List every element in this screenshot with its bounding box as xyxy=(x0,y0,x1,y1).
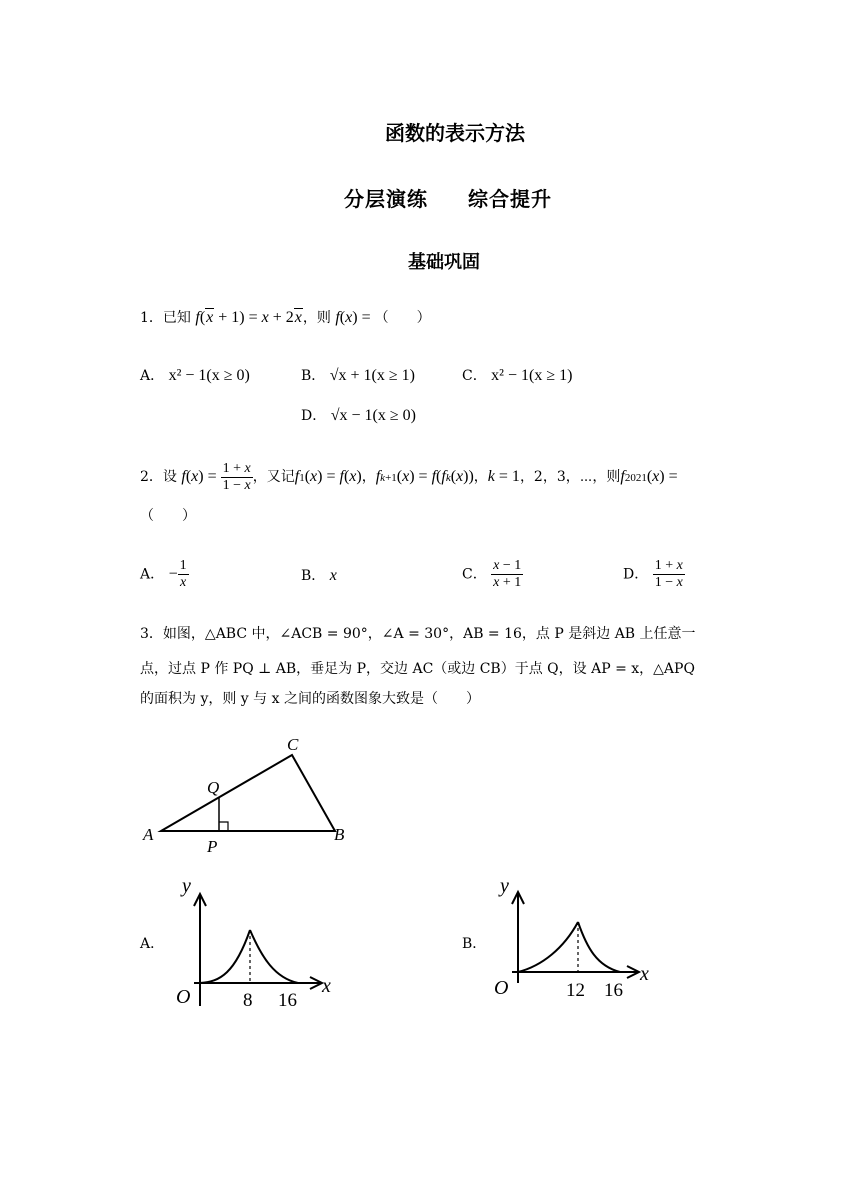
graph-b-curve-left xyxy=(518,922,578,972)
label-c: C xyxy=(287,735,299,754)
triangle-abc xyxy=(161,755,335,831)
graph-a[interactable] xyxy=(170,878,345,1013)
graph-a-label[interactable]: A． xyxy=(140,936,165,952)
label-b: B xyxy=(334,825,345,844)
graph-b[interactable] xyxy=(492,878,667,1013)
graph-a-y-label: y xyxy=(182,878,191,897)
triangle-figure xyxy=(135,730,365,855)
q1-option-b[interactable]: B． √x + 1(x ≥ 1) xyxy=(301,367,415,384)
q2-option-b[interactable]: B． x xyxy=(301,567,337,584)
section-heading: 基础巩固 xyxy=(408,252,480,273)
q1-option-d[interactable]: D． √x − 1(x ≥ 0) xyxy=(301,407,416,424)
q1-option-c[interactable]: C． x² − 1(x ≥ 1) xyxy=(462,367,573,384)
label-p: P xyxy=(207,837,218,855)
graph-b-curve-right xyxy=(578,922,620,972)
graph-b-x-label: x xyxy=(640,963,649,985)
label-q: Q xyxy=(207,778,220,797)
question-3-line-3: 的面积为 y，则 y 与 x 之间的函数图象大致是（ ） xyxy=(140,691,480,707)
graph-a-peak-tick: 8 xyxy=(243,990,253,1011)
q1-equation: f xyxy=(195,309,200,326)
graph-b-y-label: y xyxy=(500,878,509,897)
graph-b-peak-tick: 12 xyxy=(566,980,585,1001)
graph-a-end-tick: 16 xyxy=(278,990,297,1011)
question-3-line-1: 3．如图，△ABC 中，∠ACB = 90°，∠A = 30°，AB = 16，点 P 是斜边 AB 上任意一 xyxy=(140,626,696,642)
page-title: 函数的表示方法 xyxy=(385,121,525,145)
question-2: 2．设 f(x) = $\frac{1 + x}{1 - x}$ ，又记f1(x) = f(x)，fk+1(x) = f(fk(x))，k = 1，2，3，⋯，则f2021(x) = xyxy=(140,460,678,493)
graph-a-x-label: x xyxy=(322,975,331,997)
q2-blank: （ ） xyxy=(140,508,196,524)
q1-option-a[interactable]: A． x² − 1(x ≥ 0) xyxy=(140,367,250,384)
q2-option-d[interactable]: D． $\frac{1 + x}{1 - x}$ xyxy=(623,558,683,590)
question-1: 1．已知 f(x + 1) = x + 2x，则 f(x) = （ ） xyxy=(140,309,431,326)
q2-option-c[interactable]: C． $\frac{x - 1}{x + 1}$ xyxy=(462,558,522,590)
graph-b-end-tick: 16 xyxy=(604,980,623,1001)
graph-a-origin: O xyxy=(176,986,191,1008)
graph-b-label[interactable]: B． xyxy=(462,936,487,952)
graph-a-curve-right xyxy=(250,930,298,983)
graph-b-origin: O xyxy=(494,977,509,999)
graph-a-curve-left xyxy=(200,930,250,983)
right-angle-mark xyxy=(219,822,228,831)
subtitle-left: 分层演练 xyxy=(344,187,428,211)
q2-option-a[interactable]: A． − $\frac{1}{x}$ xyxy=(140,558,187,590)
label-a: A xyxy=(143,825,154,844)
question-3-line-2: 点，过点 P 作 PQ ⊥ AB，垂足为 P，交边 AC（或边 CB）于点 Q，设 AP = x，△APQ xyxy=(140,661,695,677)
subtitle-right: 综合提升 xyxy=(468,187,552,211)
